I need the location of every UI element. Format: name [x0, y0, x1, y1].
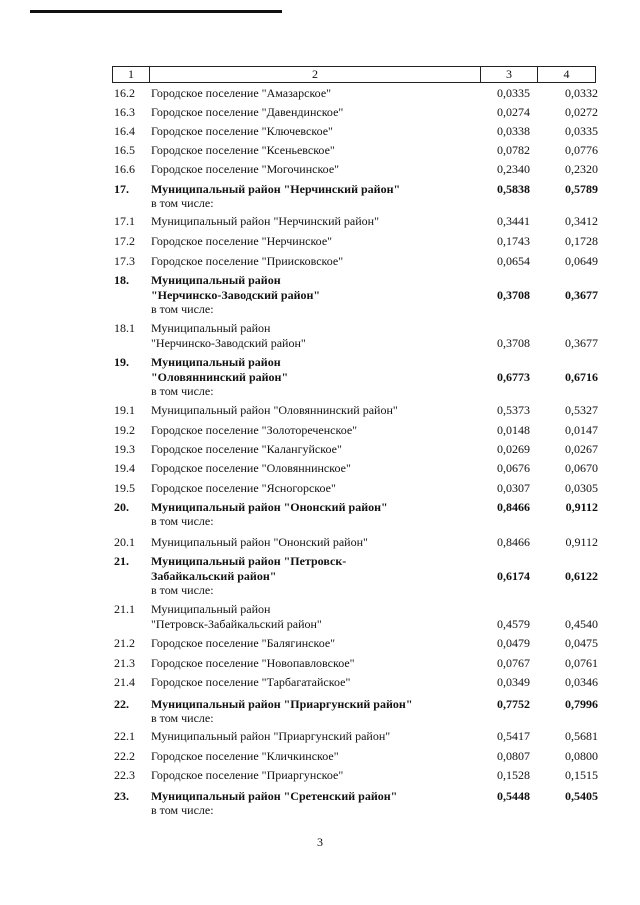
- row-value-col4: 0,0761: [565, 656, 598, 670]
- header-col-1: 1: [128, 67, 134, 81]
- row-value-col4: 0,0649: [565, 254, 598, 268]
- row-value-col4: 0,6716: [565, 370, 598, 384]
- row-number: 17.2: [114, 234, 135, 248]
- row-name: Муниципальный район "Ононский район": [151, 500, 388, 514]
- row-name: Муниципальный район "Приаргунский район": [151, 729, 391, 743]
- row-name: Городское поселение "Кличкинское": [151, 749, 339, 763]
- row-value-col3: 0,0654: [497, 254, 530, 268]
- row-value-col3: 0,0307: [497, 481, 530, 495]
- row-name: Городское поселение "Ключевское": [151, 124, 333, 138]
- row-name: Городское поселение "Ксеньевское": [151, 143, 335, 157]
- row-name: Муниципальный район "Приаргунский район": [151, 697, 413, 711]
- row-number: 22.3: [114, 768, 135, 782]
- row-name: Муниципальный район "Петровск-: [151, 554, 347, 568]
- row-subtitle: в том числе:: [151, 384, 214, 398]
- row-value-col3: 0,3708: [497, 288, 530, 302]
- row-number: 22.2: [114, 749, 135, 763]
- row-subtitle: в том числе:: [151, 583, 214, 597]
- row-number: 19.4: [114, 461, 135, 475]
- row-name: "Нерчинско-Заводский район": [151, 288, 321, 302]
- row-name: Городское поселение "Балягинское": [151, 636, 336, 650]
- row-value-col4: 0,0305: [565, 481, 598, 495]
- row-number: 18.: [114, 273, 129, 287]
- row-name: Муниципальный район: [151, 321, 271, 335]
- row-value-col3: 0,4579: [497, 617, 530, 631]
- row-name: Городское поселение "Приисковское": [151, 254, 344, 268]
- row-name: Городское поселение "Ясногорское": [151, 481, 336, 495]
- row-subtitle: в том числе:: [151, 196, 214, 210]
- row-value-col3: 0,8466: [497, 535, 530, 549]
- row-value-col3: 0,6773: [497, 370, 530, 384]
- row-value-col3: 0,0676: [497, 461, 530, 475]
- row-number: 18.1: [114, 321, 135, 335]
- row-value-col4: 0,2320: [565, 162, 598, 176]
- row-value-col3: 0,0335: [497, 86, 530, 100]
- row-value-col3: 0,0782: [497, 143, 530, 157]
- row-subtitle: в том числе:: [151, 514, 214, 528]
- row-name: Городское поселение "Оловяннинское": [151, 461, 351, 475]
- page-number: 3: [317, 835, 323, 849]
- row-name: Городское поселение "Нерчинское": [151, 234, 333, 248]
- row-number: 16.3: [114, 105, 135, 119]
- row-value-col4: 0,0267: [565, 442, 598, 456]
- header-col-3: 3: [506, 67, 512, 81]
- row-number: 20.1: [114, 535, 135, 549]
- row-value-col4: 0,1728: [565, 234, 598, 248]
- row-number: 19.2: [114, 423, 135, 437]
- row-number: 16.4: [114, 124, 135, 138]
- row-name: Муниципальный район: [151, 273, 281, 287]
- row-name: Муниципальный район "Сретенский район": [151, 789, 398, 803]
- row-value-col3: 0,0148: [497, 423, 530, 437]
- row-value-col4: 0,5789: [565, 182, 598, 196]
- row-value-col3: 0,0274: [497, 105, 530, 119]
- row-number: 17.3: [114, 254, 135, 268]
- row-value-col4: 0,0776: [565, 143, 598, 157]
- row-value-col3: 0,0349: [497, 675, 530, 689]
- row-subtitle: в том числе:: [151, 803, 214, 817]
- row-value-col3: 0,0807: [497, 749, 530, 763]
- row-number: 23.: [114, 789, 129, 803]
- row-subtitle: в том числе:: [151, 302, 214, 316]
- row-number: 19.5: [114, 481, 135, 495]
- row-name: Муниципальный район "Нерчинский район": [151, 214, 379, 228]
- row-number: 21.4: [114, 675, 135, 689]
- row-value-col4: 0,5327: [565, 403, 598, 417]
- row-value-col3: 0,0767: [497, 656, 530, 670]
- row-value-col3: 0,1528: [497, 768, 530, 782]
- row-value-col4: 0,0346: [565, 675, 598, 689]
- row-value-col4: 0,5681: [565, 729, 598, 743]
- row-number: 21.1: [114, 602, 135, 616]
- row-value-col4: 0,7996: [565, 697, 598, 711]
- row-number: 17.1: [114, 214, 135, 228]
- row-name: Городское поселение "Тарбагатайское": [151, 675, 351, 689]
- row-value-col3: 0,2340: [497, 162, 530, 176]
- row-name: Муниципальный район "Ононский район": [151, 535, 368, 549]
- header-col-4: 4: [563, 67, 570, 81]
- row-name: "Оловяннинский район": [151, 370, 289, 384]
- row-number: 16.5: [114, 143, 135, 157]
- row-name: Муниципальный район "Нерчинский район": [151, 182, 401, 196]
- row-value-col4: 0,0332: [565, 86, 598, 100]
- row-name: Городское поселение "Золотореченское": [151, 423, 358, 437]
- row-value-col4: 0,0147: [565, 423, 598, 437]
- row-value-col4: 0,9112: [565, 535, 598, 549]
- row-number: 21.3: [114, 656, 135, 670]
- row-value-col4: 0,3677: [565, 288, 598, 302]
- row-value-col3: 0,7752: [497, 697, 530, 711]
- row-value-col4: 0,0272: [565, 105, 598, 119]
- row-name: Муниципальный район: [151, 355, 281, 369]
- row-number: 19.: [114, 355, 129, 369]
- row-name: Муниципальный район "Оловяннинский район": [151, 403, 398, 417]
- row-name: Забайкальский район": [151, 569, 277, 583]
- row-value-col3: 0,0269: [497, 442, 530, 456]
- header-col-2: 2: [312, 67, 318, 81]
- row-number: 16.6: [114, 162, 135, 176]
- row-value-col3: 0,1743: [497, 234, 530, 248]
- row-name: Городское поселение "Калангуйское": [151, 442, 342, 456]
- row-name: Городское поселение "Амазарское": [151, 86, 332, 100]
- row-value-col4: 0,1515: [565, 768, 598, 782]
- row-name: "Петровск-Забайкальский район": [151, 617, 322, 631]
- row-number: 21.2: [114, 636, 135, 650]
- row-name: Городское поселение "Приаргунское": [151, 768, 344, 782]
- row-value-col3: 0,0479: [497, 636, 530, 650]
- row-value-col3: 0,5373: [497, 403, 530, 417]
- row-name: Городское поселение "Могочинское": [151, 162, 340, 176]
- row-name: "Нерчинско-Заводский район": [151, 336, 306, 350]
- row-value-col3: 0,3441: [497, 214, 530, 228]
- row-value-col4: 0,3677: [565, 336, 598, 350]
- row-value-col3: 0,6174: [497, 569, 530, 583]
- row-name: Городское поселение "Новопавловское": [151, 656, 355, 670]
- row-value-col4: 0,0475: [565, 636, 598, 650]
- row-number: 17.: [114, 182, 129, 196]
- row-subtitle: в том числе:: [151, 711, 214, 725]
- row-value-col4: 0,0800: [565, 749, 598, 763]
- row-number: 16.2: [114, 86, 135, 100]
- row-value-col3: 0,5417: [497, 729, 530, 743]
- row-value-col3: 0,5838: [497, 182, 530, 196]
- row-value-col4: 0,0335: [565, 124, 598, 138]
- row-value-col3: 0,8466: [497, 500, 530, 514]
- row-value-col4: 0,6122: [565, 569, 598, 583]
- row-name: Городское поселение "Давендинское": [151, 105, 344, 119]
- row-value-col4: 0,0670: [565, 461, 598, 475]
- row-number: 22.1: [114, 729, 135, 743]
- row-number: 19.3: [114, 442, 135, 456]
- row-value-col4: 0,5405: [565, 789, 598, 803]
- row-number: 22.: [114, 697, 129, 711]
- row-name: Муниципальный район: [151, 602, 271, 616]
- row-number: 21.: [114, 554, 129, 568]
- row-value-col4: 0,9112: [565, 500, 598, 514]
- row-value-col3: 0,5448: [497, 789, 530, 803]
- row-number: 19.1: [114, 403, 135, 417]
- row-value-col3: 0,3708: [497, 336, 530, 350]
- row-value-col4: 0,4540: [565, 617, 598, 631]
- row-number: 20.: [114, 500, 129, 514]
- row-value-col4: 0,3412: [565, 214, 598, 228]
- row-value-col3: 0,0338: [497, 124, 530, 138]
